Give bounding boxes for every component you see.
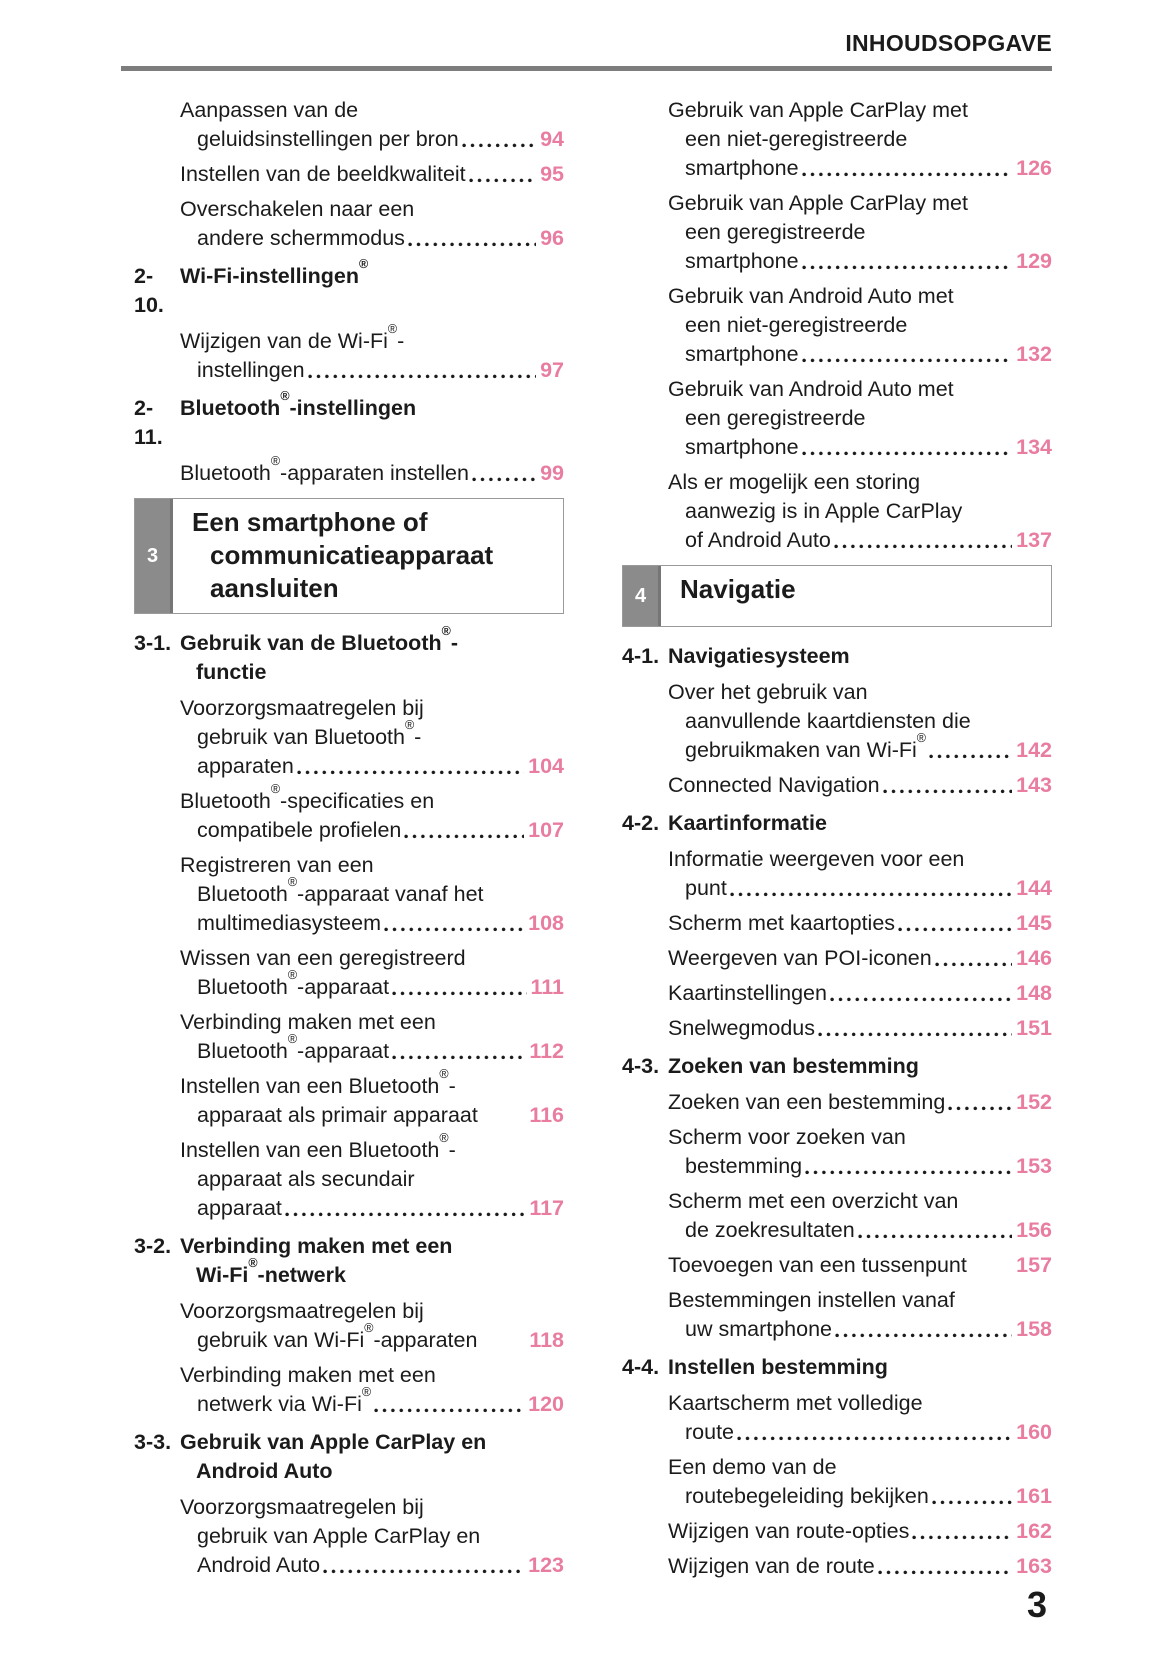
registered-mark: ® xyxy=(287,968,298,982)
toc-entry-lastline xyxy=(668,1552,1052,1581)
toc-entry[interactable] xyxy=(134,1067,564,1130)
toc-page-ref: 153 xyxy=(1016,1154,1052,1178)
toc-entry-line: Bluetooth®-specificaties en xyxy=(180,782,435,813)
section-number: 3-1. xyxy=(134,631,172,655)
toc-entry-lastline xyxy=(668,1517,1052,1546)
toc-entry-lastline xyxy=(668,1315,1052,1344)
section-title-line: Kaartinformatie xyxy=(668,811,827,835)
toc-entry-lastline xyxy=(668,526,1052,555)
toc-page-ref: 163 xyxy=(1016,1554,1052,1578)
dot-leader xyxy=(384,909,524,938)
toc-page-ref: 144 xyxy=(1016,876,1052,900)
toc-entry-lastline xyxy=(668,731,1052,765)
dot-leader xyxy=(883,771,1013,800)
toc-entry-text: Snelwegmodus xyxy=(668,1016,816,1040)
toc-entry-text: netwerk via Wi-Fi® xyxy=(197,1385,372,1416)
toc-entry-text: de zoekresultaten xyxy=(685,1218,855,1242)
toc-entry-line: Een demo van de xyxy=(668,1455,837,1479)
toc-page-ref: 108 xyxy=(528,911,564,935)
toc-entry[interactable] xyxy=(622,96,1052,183)
dot-leader xyxy=(929,736,1012,765)
toc-entry-text: route xyxy=(685,1420,735,1444)
toc-section[interactable] xyxy=(622,1052,1052,1081)
toc-columns xyxy=(121,96,1052,1587)
toc-page-ref: 148 xyxy=(1016,981,1052,1005)
toc-entry-text: apparaat als primair apparaat xyxy=(197,1103,478,1127)
chapter-box[interactable] xyxy=(134,498,564,614)
toc-section[interactable] xyxy=(622,642,1052,671)
toc-entry-text: Wijzigen van route-opties xyxy=(668,1519,910,1543)
dot-leader xyxy=(834,526,1012,555)
toc-entry-lastline xyxy=(180,1385,564,1419)
dot-leader xyxy=(323,1551,524,1580)
toc-page-ref: 97 xyxy=(540,358,564,382)
toc-entry-text: bestemming xyxy=(685,1154,803,1178)
page-title: INHOUDSOPGAVE xyxy=(845,30,1052,56)
toc-page-ref: 117 xyxy=(529,1196,564,1220)
chapter-title xyxy=(661,566,1051,626)
dot-leader xyxy=(948,1088,1012,1117)
toc-entry[interactable] xyxy=(134,454,564,488)
toc-entry-line: Voorzorgsmaatregelen bij xyxy=(180,1299,424,1323)
toc-page-ref: 137 xyxy=(1016,528,1052,552)
toc-entry-lastline xyxy=(180,356,564,385)
dot-leader xyxy=(805,1152,1012,1181)
toc-entry-line: een geregistreerde xyxy=(685,220,866,244)
toc-entry-text: Weergeven van POI-iconen xyxy=(668,946,932,970)
toc-entry-text: Kaartinstellingen xyxy=(668,981,827,1005)
toc-page-ref: 118 xyxy=(529,1328,564,1352)
toc-entry-text: smartphone xyxy=(685,342,799,366)
toc-entry[interactable] xyxy=(134,851,564,938)
section-title xyxy=(180,1428,564,1486)
leader-spacer xyxy=(477,1326,529,1355)
toc-section[interactable] xyxy=(134,257,564,320)
toc-entry-text: instellingen xyxy=(197,358,305,382)
chapter-tab xyxy=(623,566,661,626)
toc-entry-line: Voorzorgsmaatregelen bij xyxy=(180,696,424,720)
toc-entry-line: Scherm met een overzicht van xyxy=(668,1189,959,1213)
toc-section[interactable] xyxy=(622,1353,1052,1382)
toc-page-ref: 104 xyxy=(528,754,564,778)
toc-entry-line: Wissen van een geregistreerd xyxy=(180,946,466,970)
chapter-title-line: Een smartphone of xyxy=(192,507,428,537)
header-rule xyxy=(121,66,1052,71)
toc-entry-line: Verbinding maken met een xyxy=(180,1363,436,1387)
section-title-line: Navigatiesysteem xyxy=(668,644,850,668)
section-number: 3-2. xyxy=(134,1234,172,1258)
section-title-line: Android Auto xyxy=(196,1459,333,1483)
chapter-tab xyxy=(135,499,173,613)
toc-entry-lastline xyxy=(668,1251,1052,1280)
toc-entry-line: apparaat als secundair xyxy=(197,1167,415,1191)
dot-leader xyxy=(802,154,1013,183)
toc-entry[interactable] xyxy=(622,771,1052,800)
toc-page-ref: 152 xyxy=(1016,1090,1052,1114)
toc-entry[interactable] xyxy=(622,979,1052,1008)
toc-entry-text: Bluetooth®-apparaten instellen xyxy=(180,454,469,485)
toc-entry-line: een niet-geregistreerde xyxy=(685,313,908,337)
toc-page-ref: 162 xyxy=(1016,1519,1052,1543)
dot-leader xyxy=(392,973,526,1002)
dot-leader xyxy=(802,247,1013,276)
dot-leader xyxy=(818,1014,1012,1043)
toc-column-left xyxy=(134,96,564,1587)
toc-page-ref: 94 xyxy=(540,127,564,151)
toc-entry-lastline xyxy=(668,433,1052,462)
toc-entry-text: Bluetooth®-apparaat xyxy=(197,968,390,999)
chapter-box[interactable] xyxy=(622,565,1052,627)
toc-entry-lastline xyxy=(180,224,564,253)
toc-entry-lastline xyxy=(180,1032,564,1066)
dot-leader xyxy=(935,944,1012,973)
section-title-line: Gebruik van Apple CarPlay en xyxy=(180,1430,487,1454)
toc-entry[interactable] xyxy=(622,1389,1052,1447)
toc-page-ref: 96 xyxy=(540,226,564,250)
toc-section[interactable] xyxy=(134,1428,564,1486)
toc-entry-text: andere schermmodus xyxy=(197,226,405,250)
toc-entry[interactable] xyxy=(134,160,564,189)
toc-entry[interactable] xyxy=(134,782,564,845)
registered-mark: ® xyxy=(387,322,398,336)
chapter-title-line: Navigatie xyxy=(680,574,796,604)
section-title-line: Wi-Fi®-netwerk xyxy=(196,1256,346,1287)
section-number: 4-3. xyxy=(622,1054,660,1078)
toc-page-ref: 158 xyxy=(1016,1317,1052,1341)
toc-entry-lastline xyxy=(180,160,564,189)
section-title-line: Zoeken van bestemming xyxy=(668,1054,919,1078)
toc-page-ref: 142 xyxy=(1016,738,1052,762)
dot-leader xyxy=(404,816,524,845)
toc-entry[interactable] xyxy=(622,1251,1052,1280)
toc-column-right xyxy=(622,96,1052,1587)
toc-entry-lastline xyxy=(668,247,1052,276)
chapter-number: 4 xyxy=(634,584,647,607)
toc-page-ref: 134 xyxy=(1016,435,1052,459)
toc-entry[interactable] xyxy=(622,1014,1052,1043)
toc-page-ref: 145 xyxy=(1016,911,1052,935)
section-number: 4-4. xyxy=(622,1355,660,1379)
toc-entry-line: Informatie weergeven voor een xyxy=(668,847,965,871)
section-number: 4-2. xyxy=(622,811,660,835)
toc-entry-text: smartphone xyxy=(685,156,799,180)
toc-entry[interactable] xyxy=(134,1493,564,1580)
registered-mark: ® xyxy=(441,624,451,638)
toc-entry-text: geluidsinstellingen per bron xyxy=(197,127,459,151)
toc-entry-lastline xyxy=(668,1482,1052,1511)
toc-entry-line: Gebruik van Apple CarPlay met xyxy=(668,191,968,215)
dot-leader xyxy=(285,1194,525,1223)
toc-entry-lastline xyxy=(668,1014,1052,1043)
toc-entry-text: Instellen van de beeldkwaliteit xyxy=(180,162,466,186)
dot-leader xyxy=(737,1418,1012,1447)
toc-entry-text: gebruik van Wi-Fi®-apparaten xyxy=(197,1321,478,1352)
dot-leader xyxy=(472,459,536,488)
registered-mark: ® xyxy=(280,389,290,403)
toc-entry[interactable] xyxy=(622,189,1052,276)
toc-entry-text: Connected Navigation xyxy=(668,773,880,797)
toc-page-ref: 157 xyxy=(1016,1253,1052,1277)
toc-section[interactable] xyxy=(134,1232,564,1290)
toc-entry[interactable] xyxy=(134,1297,564,1355)
toc-entry-text: uw smartphone xyxy=(685,1317,832,1341)
section-title xyxy=(180,257,564,320)
dot-leader xyxy=(932,1482,1012,1511)
toc-entry[interactable] xyxy=(622,1286,1052,1344)
registered-mark: ® xyxy=(287,875,298,889)
toc-entry-line: Aanpassen van de xyxy=(180,98,359,122)
registered-mark: ® xyxy=(361,1385,372,1399)
toc-entry[interactable] xyxy=(622,1517,1052,1546)
toc-entry[interactable] xyxy=(622,468,1052,555)
toc-entry[interactable] xyxy=(622,1187,1052,1245)
toc-entry-lastline xyxy=(180,1321,564,1355)
toc-entry-lastline xyxy=(180,454,564,488)
toc-entry-line: Overschakelen naar een xyxy=(180,197,415,221)
registered-mark: ® xyxy=(270,782,281,796)
toc-entry-lastline xyxy=(668,1152,1052,1181)
dot-leader xyxy=(835,1315,1012,1344)
toc-entry-line: Instellen van een Bluetooth®- xyxy=(180,1131,456,1162)
toc-entry[interactable] xyxy=(134,195,564,253)
toc-page-ref: 143 xyxy=(1016,773,1052,797)
leader-spacer xyxy=(478,1101,529,1130)
toc-page-ref: 126 xyxy=(1016,156,1052,180)
toc-entry-lastline xyxy=(668,771,1052,800)
toc-entry-line: Voorzorgsmaatregelen bij xyxy=(180,1495,424,1519)
section-number: 2-11. xyxy=(134,396,163,449)
toc-entry-line: een niet-geregistreerde xyxy=(685,127,908,151)
dot-leader xyxy=(878,1552,1012,1581)
toc-entry-lastline xyxy=(668,154,1052,183)
toc-page-ref: 161 xyxy=(1016,1484,1052,1508)
toc-entry[interactable] xyxy=(622,909,1052,938)
toc-entry-lastline xyxy=(668,340,1052,369)
registered-mark: ® xyxy=(248,1256,258,1270)
toc-entry-text: compatibele profielen xyxy=(197,818,402,842)
registered-mark: ® xyxy=(439,1067,449,1081)
section-title xyxy=(668,642,1052,671)
toc-entry-line: Gebruik van Android Auto met xyxy=(668,377,954,401)
dot-leader xyxy=(802,340,1013,369)
section-number: 3-3. xyxy=(134,1430,172,1454)
toc-entry-lastline xyxy=(180,968,564,1002)
toc-entry-line: Scherm voor zoeken van xyxy=(668,1125,906,1149)
toc-section[interactable] xyxy=(134,389,564,452)
toc-page-ref: 111 xyxy=(530,975,564,999)
toc-page-ref: 107 xyxy=(528,818,564,842)
toc-entry-line: een geregistreerde xyxy=(685,406,866,430)
toc-entry-lastline xyxy=(668,1216,1052,1245)
chapter-title-line: communicatieapparaat xyxy=(210,540,494,570)
toc-entry[interactable] xyxy=(134,96,564,154)
toc-entry-text: gebruikmaken van Wi-Fi® xyxy=(685,731,926,762)
toc-page-ref: 129 xyxy=(1016,249,1052,273)
toc-entry-lastline xyxy=(180,1194,564,1223)
dot-leader xyxy=(297,752,524,781)
toc-entry[interactable] xyxy=(622,944,1052,973)
chapter-title xyxy=(173,499,563,613)
toc-page-ref: 95 xyxy=(540,162,564,186)
toc-entry[interactable] xyxy=(134,944,564,1002)
toc-entry-lastline xyxy=(180,125,564,154)
toc-entry-text: Toevoegen van een tussenpunt xyxy=(668,1253,967,1277)
toc-entry-line: aanwezig is in Apple CarPlay xyxy=(685,499,963,523)
dot-leader xyxy=(408,224,536,253)
toc-entry-line: Gebruik van Android Auto met xyxy=(668,284,954,308)
toc-entry-line: Als er mogelijk een storing xyxy=(668,470,921,494)
toc-page-ref: 112 xyxy=(529,1039,564,1063)
section-number: 4-1. xyxy=(622,644,660,668)
section-title xyxy=(180,624,564,687)
toc-entry[interactable] xyxy=(622,1088,1052,1117)
toc-entry-lastline xyxy=(668,909,1052,938)
toc-entry-text: Wijzigen van de route xyxy=(668,1554,875,1578)
toc-entry-line: Over het gebruik van xyxy=(668,680,868,704)
registered-mark: ® xyxy=(916,731,926,745)
section-title-line: Wi-Fi-instellingen® xyxy=(180,257,369,288)
toc-entry[interactable] xyxy=(134,1008,564,1066)
toc-entry-lastline xyxy=(180,1101,564,1130)
toc-entry-lastline xyxy=(180,816,564,845)
dot-leader xyxy=(308,356,537,385)
toc-entry-text: Android Auto xyxy=(197,1553,321,1577)
toc-entry-text: smartphone xyxy=(685,249,799,273)
dot-leader xyxy=(392,1037,525,1066)
toc-entry[interactable] xyxy=(134,694,564,781)
toc-entry-lastline xyxy=(668,979,1052,1008)
toc-entry-line: Kaartscherm met volledige xyxy=(668,1391,923,1415)
section-title xyxy=(668,1353,1052,1382)
toc-entry-text: smartphone xyxy=(685,435,799,459)
toc-entry[interactable] xyxy=(622,845,1052,903)
toc-entry[interactable] xyxy=(622,1123,1052,1181)
section-title-line: Bluetooth®-instellingen xyxy=(180,389,417,420)
section-title xyxy=(180,389,564,452)
registered-mark: ® xyxy=(364,1321,374,1335)
toc-entry[interactable] xyxy=(134,1131,564,1223)
toc-entry-lastline xyxy=(668,944,1052,973)
section-title-line: Gebruik van de Bluetooth®- xyxy=(180,624,458,655)
toc-entry-text: punt xyxy=(685,876,727,900)
section-title-line: Instellen bestemming xyxy=(668,1355,888,1379)
dot-leader xyxy=(802,433,1013,462)
toc-entry-line: aanvullende kaartdiensten die xyxy=(685,709,971,733)
page-header xyxy=(121,30,1052,71)
dot-leader xyxy=(898,909,1012,938)
section-title xyxy=(668,809,1052,838)
toc-entry[interactable] xyxy=(622,375,1052,462)
dot-leader xyxy=(912,1517,1012,1546)
toc-page-ref: 116 xyxy=(529,1103,564,1127)
toc-entry-line: Bestemmingen instellen vanaf xyxy=(668,1288,955,1312)
page-number: 3 xyxy=(1026,1584,1047,1625)
toc-entry-lastline xyxy=(180,752,564,781)
toc-section[interactable] xyxy=(134,624,564,687)
section-title-line: functie xyxy=(196,660,267,684)
toc-page-ref: 146 xyxy=(1016,946,1052,970)
toc-entry[interactable] xyxy=(622,282,1052,369)
toc-entry-lastline xyxy=(668,1088,1052,1117)
leader-spacer xyxy=(967,1251,1016,1280)
toc-entry-lastline xyxy=(180,909,564,938)
dot-leader xyxy=(730,874,1012,903)
toc-entry-text: apparaten xyxy=(197,754,294,778)
toc-entry-text: Scherm met kaartopties xyxy=(668,911,896,935)
toc-section[interactable] xyxy=(622,809,1052,838)
toc-entry-line: Registreren van een xyxy=(180,853,374,877)
chapter-number: 3 xyxy=(146,544,159,567)
registered-mark: ® xyxy=(439,1131,449,1145)
toc-entry-lastline xyxy=(668,1418,1052,1447)
toc-page-ref: 151 xyxy=(1016,1016,1052,1040)
registered-mark: ® xyxy=(404,718,415,732)
registered-mark: ® xyxy=(270,454,281,468)
toc-page-ref: 156 xyxy=(1016,1218,1052,1242)
dot-leader xyxy=(462,125,536,154)
toc-entry-line: gebruik van Bluetooth®- xyxy=(197,718,422,749)
section-title xyxy=(180,1232,564,1290)
toc-entry-line: Instellen van een Bluetooth®- xyxy=(180,1067,456,1098)
toc-entry-text: routebegeleiding bekijken xyxy=(685,1484,929,1508)
toc-entry-text: of Android Auto xyxy=(685,528,831,552)
toc-entry-line: Wijzigen van de Wi-Fi®- xyxy=(180,322,405,353)
toc-page-ref: 132 xyxy=(1016,342,1052,366)
toc-entry-line: gebruik van Apple CarPlay en xyxy=(197,1524,481,1548)
toc-entry-lastline xyxy=(180,1551,564,1580)
toc-entry-line: Verbinding maken met een xyxy=(180,1010,436,1034)
toc-entry-text: multimediasysteem xyxy=(197,911,381,935)
toc-page-ref: 120 xyxy=(528,1392,564,1416)
toc-entry-text: Bluetooth®-apparaat xyxy=(197,1032,390,1063)
section-title-line: Verbinding maken met een xyxy=(180,1234,453,1258)
dot-leader xyxy=(469,160,536,189)
toc-page-ref: 99 xyxy=(540,461,564,485)
toc-entry[interactable] xyxy=(622,1552,1052,1581)
section-title xyxy=(668,1052,1052,1081)
toc-entry-line: Bluetooth®-apparaat vanaf het xyxy=(197,875,484,906)
section-number: 2-10. xyxy=(134,264,164,317)
toc-entry[interactable] xyxy=(134,322,564,385)
registered-mark: ® xyxy=(358,257,369,271)
toc-entry-line: Gebruik van Apple CarPlay met xyxy=(668,98,968,122)
toc-entry-text: Zoeken van een bestemming xyxy=(668,1090,946,1114)
toc-page-ref: 160 xyxy=(1016,1420,1052,1444)
toc-entry-lastline xyxy=(668,874,1052,903)
chapter-title-line: aansluiten xyxy=(210,573,339,603)
dot-leader xyxy=(374,1390,524,1419)
toc-page-ref: 123 xyxy=(528,1553,564,1577)
toc-entry-text: apparaat xyxy=(197,1196,282,1220)
toc-entry[interactable] xyxy=(134,1361,564,1419)
registered-mark: ® xyxy=(287,1032,298,1046)
toc-entry[interactable] xyxy=(622,678,1052,765)
toc-entry[interactable] xyxy=(622,1453,1052,1511)
dot-leader xyxy=(830,979,1012,1008)
dot-leader xyxy=(858,1216,1012,1245)
